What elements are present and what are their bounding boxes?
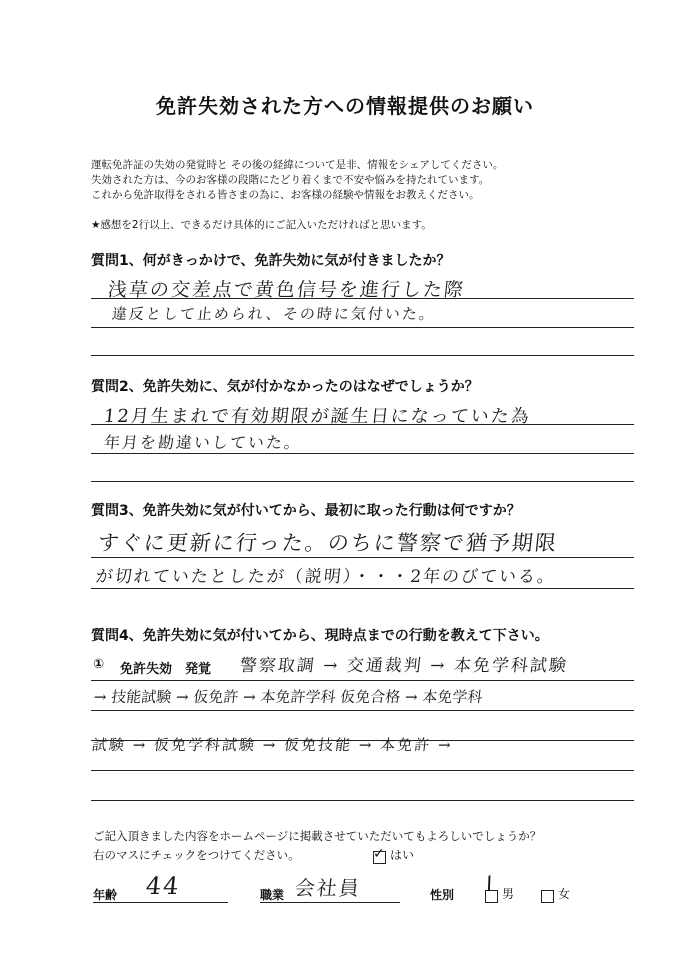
- job-label: 職業: [260, 888, 285, 902]
- checkbox-box: [373, 846, 386, 864]
- page-title: 免許失効された方への情報提供のお願い: [156, 94, 534, 118]
- answer-rule: [91, 680, 634, 681]
- answer-rule: [91, 710, 634, 711]
- intro-text-3: これから免許取得をされる皆さまの為に、お客様の経験や情報をお教えください。: [91, 189, 480, 201]
- answer-rule: [91, 800, 634, 801]
- instruction-note: ★感想を2行以上、できるだけ具体的にご記入いただければと思います。: [91, 219, 432, 231]
- answer-rule: [91, 453, 634, 454]
- check-mark-icon: /: [483, 872, 496, 895]
- checkbox-box: [483, 872, 498, 903]
- age-label: 年齢: [93, 888, 118, 902]
- answer-4-line-3: 試験 → 仮免学科試験 → 仮免技能 → 本免許 →: [91, 736, 454, 754]
- answer-4-line-2: → 技能試験 → 仮免許 → 本免許学科 仮免合格 → 本免学科: [93, 688, 484, 706]
- answer-rule: [91, 588, 634, 589]
- intro-text-1: 運転免許証の失効の発覚時と その後の経緯について是非、情報をシェアしてください。: [91, 159, 504, 171]
- consent-yes-label: はい: [390, 848, 415, 862]
- answer-3-line-2: が切れていたとしたが（説明）・・・2年のびている。: [94, 567, 558, 587]
- check-mark-icon: ✓: [373, 846, 385, 862]
- question-4: 質問4、免許失効に気が付いてから、現時点までの行動を教えて下さい。: [91, 628, 549, 644]
- answer-rule: [91, 740, 634, 741]
- answer-rule: [91, 298, 634, 299]
- job-value[interactable]: 会社員: [293, 876, 363, 900]
- age-underline: [93, 902, 228, 903]
- answer-4-prefix: 免許失効 発覚: [120, 662, 212, 677]
- intro-text-2: 失効された方は、今のお客様の段階にたどり着くまで不安や悩みを持たれています。: [91, 174, 490, 186]
- consent-question: ご記入頂きました内容をホームページに掲載させていただいてもよろしいでしょうか？: [93, 829, 542, 843]
- answer-1-line-2: 違反として止められ、その時に気付いた。: [111, 305, 437, 323]
- consent-instruction: 右のマスにチェックをつけてください。: [93, 848, 300, 862]
- answer-rule: [91, 424, 634, 425]
- answer-3-line-1: すぐに更新に行った。のちに警察で猶予期限: [96, 531, 560, 555]
- answer-rule: [91, 557, 634, 558]
- answer-rule: [91, 481, 634, 482]
- female-label: 女: [558, 887, 571, 901]
- answer-2-line-2: 年月を勘違いしていた。: [102, 433, 303, 452]
- job-underline: [260, 902, 400, 903]
- answer-rule: [91, 770, 634, 771]
- question-3: 質問3、免許失効に気が付いてから、最初に取った行動は何ですか？: [91, 503, 521, 519]
- answer-rule: [91, 327, 634, 328]
- checkbox-box: [541, 890, 554, 903]
- age-value[interactable]: 44: [144, 872, 183, 900]
- consent-yes-checkbox[interactable]: [373, 847, 386, 866]
- answer-4-line-1: 警察取調 → 交通裁判 → 本免学科試験: [238, 656, 569, 676]
- answer-4-number: ①: [93, 657, 105, 672]
- answer-1-line-1: 浅草の交差点で黄色信号を進行した際: [106, 279, 467, 301]
- answer-2-line-1: 12月生まれで有効期限が誕生日になっていた為: [102, 406, 532, 427]
- female-checkbox[interactable]: [541, 886, 554, 905]
- question-1: 質問1、何がきっかけで、免許失効に気が付きましたか？: [91, 253, 451, 269]
- male-checkbox[interactable]: [483, 872, 498, 905]
- male-label: 男: [502, 887, 515, 901]
- question-2: 質問2、免許失効に、気が付かなかったのはなぜでしょうか？: [91, 379, 479, 395]
- answer-rule: [91, 355, 634, 356]
- gender-label: 性別: [430, 888, 455, 902]
